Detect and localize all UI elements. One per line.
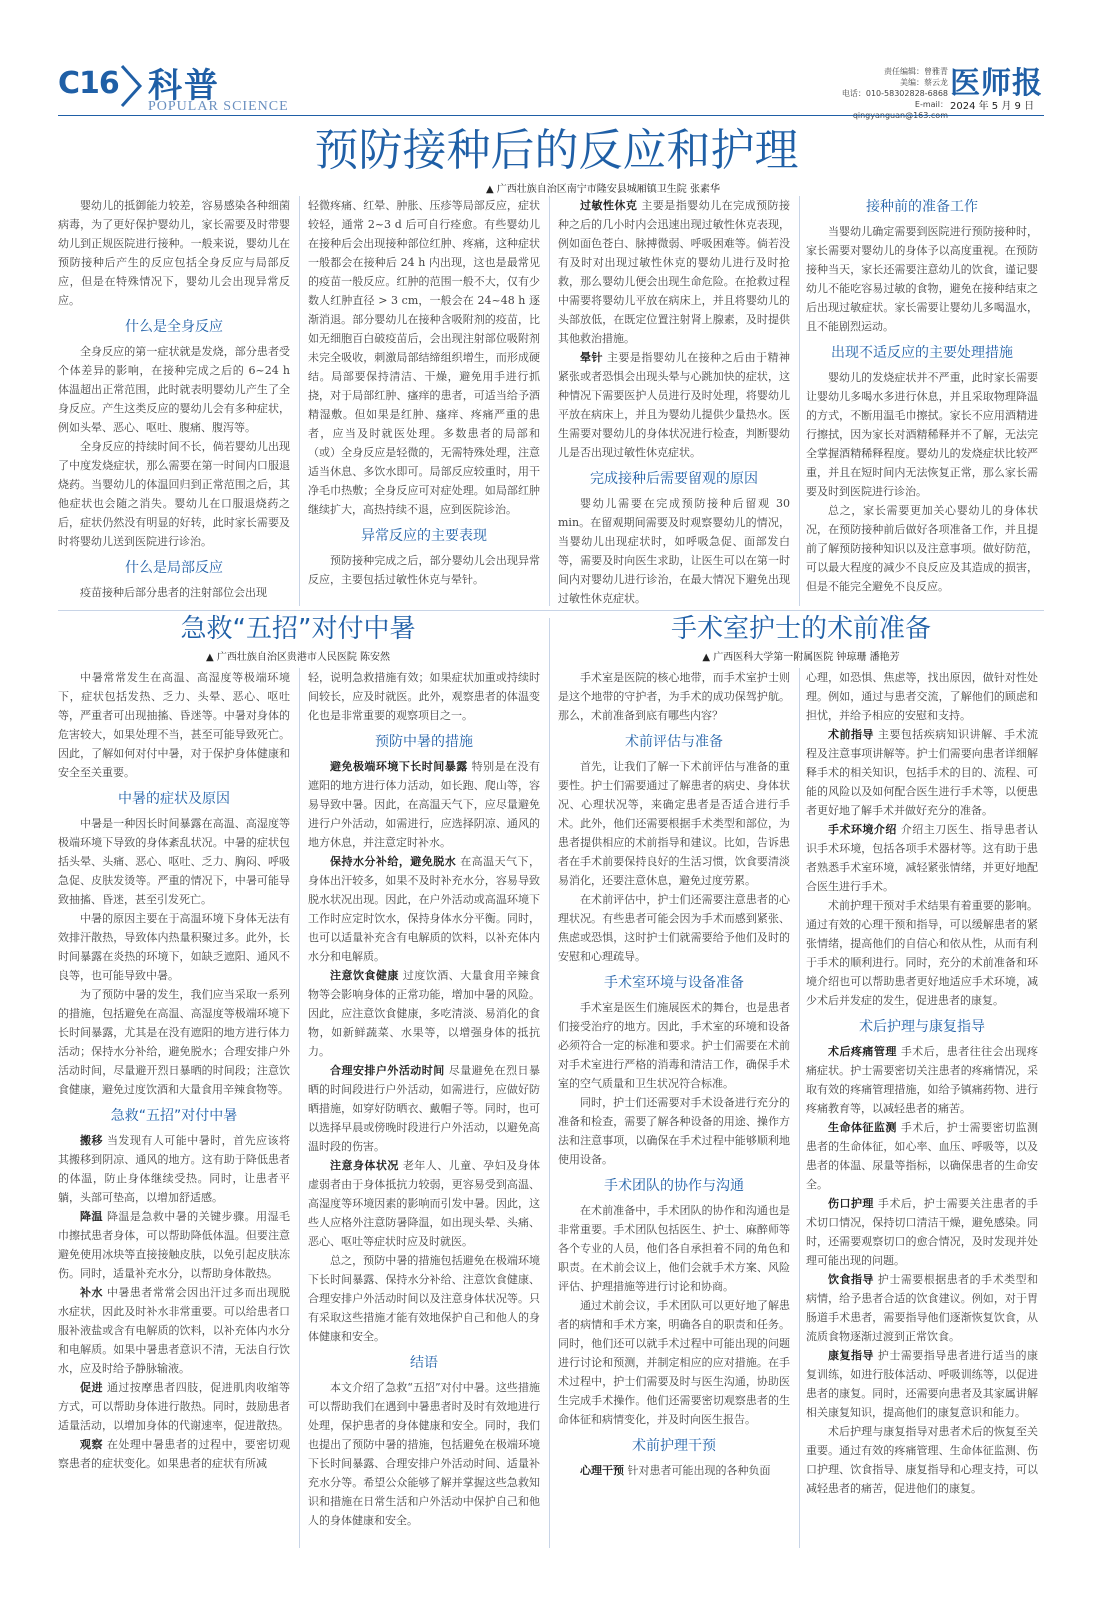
paragraph <box>58 1131 290 1207</box>
column-divider <box>799 196 800 606</box>
article-title: 预防接种后的反应和护理 <box>314 125 799 176</box>
paragraph <box>806 1118 1038 1194</box>
paragraph-text: 尽量避免在烈日暴晒的时间段进行户外活动，如需进行，应做好防晒措施，如穿好防晒衣、戴帽子等。同时，也可以选择早晨或傍晚时段进行户外活动，以避免高温时段的伤害。 <box>308 1064 541 1153</box>
paragraph: 首先，让我们了解一下术前评估与准备的重要性。护士们需要通过了解患者的病史、身体状况、心理状况等，来确定患者是否适合进行手术。此外，他们还需要根据手术类型和部位，为患者提供相应的术前指导和建议。比如，告诉患者在手术前要保持良好的生活习惯，饮食要清淡易消化，还要注意休息，避免过度劳累。 <box>558 760 790 887</box>
paragraph-text: 介绍主刀医生、指导患者认识手术环境，包括各项手术器材等。这有助于患者熟悉手术室环境，减轻紧张情绪，并更好地配合医生进行手术。 <box>806 823 1039 893</box>
paragraph <box>806 725 1038 820</box>
keyword: 保持水分补给，避免脱水 <box>330 855 457 868</box>
section-heading: 出现不适反应的主要处理措施 <box>831 345 1013 361</box>
column-divider <box>299 196 300 606</box>
keyword: 伤口护理 <box>828 1197 874 1210</box>
paragraph-text: 老年人、儿童、孕妇及身体虚弱者由于身体抵抗力较弱，更容易受到高温、高湿度等环境因素的影响而引发中暑。因此，这些人应格外注意防暑降温，如出现头晕、头痛、恶心、呕吐等症状时应及时就医。 <box>308 1159 541 1248</box>
keyword: 降温 <box>80 1210 103 1223</box>
paragraph: 疫苗接种后部分患者的注射部位会出现 <box>80 586 267 599</box>
paragraph-text: 在高温天气下，身体出汗较多，如果不及时补充水分，容易导致脱水状况出现。因此，在户外活动或高温环境下工作时应定时饮水，保持身体水分平衡。同时，也可以适量补充含有电解质的饮料，以补充体内水分和电解质。 <box>308 855 541 963</box>
paragraph <box>58 1283 290 1378</box>
article-byline: ▲ 广西壮族自治区南宁市隆安县城厢镇卫生院 张素华 <box>485 184 720 195</box>
keyword: 观察 <box>80 1438 103 1451</box>
section-heading: 手术团队的协作与沟通 <box>604 1178 744 1194</box>
paragraph <box>58 1378 290 1435</box>
keyword: 避免极端环境下长时间暴露 <box>330 760 468 773</box>
masthead-rule <box>58 115 1044 116</box>
paragraph: 婴幼儿的发烧症状并不严重，此时家长需要让婴幼儿多喝水多进行休息，并且采取物理降温的方式，不断用温毛巾擦拭。家长不应用酒精进行擦拭，因为家长对酒精稀释并不了解，无法完全掌握酒精稀释程度。婴幼儿的发烧症状比较严重，并且在短时间内无法恢复正常，那么家长需要及时到医院进行诊治。 <box>806 371 1038 498</box>
paragraph: 轻，说明急救措施有效；如果症状加重或持续时间较长，应及时就医。此外，观察患者的体温变化也是非常重要的观察项目之一。 <box>308 671 540 722</box>
paragraph-text: 主要是指婴幼儿在接种之后由于精神紧张或者恐惧会出现头晕与心跳加快的症状，这种情况下需要医护人员进行及时处理，将婴幼儿平放在病床上，并且为婴幼儿提供少量热水。医生需要对婴幼儿的身体状况进行检查，判断婴幼儿是否出现过敏性休克症状。 <box>558 351 791 459</box>
paragraph: 中暑的原因主要在于高温环境下身体无法有效排汗散热，导致体内热量积聚过多。此外，长时间暴露在炎热的环境下，如缺乏遮阳、通风不良等，也可能导致中暑。 <box>58 912 290 982</box>
keyword: 生命体征监测 <box>828 1121 897 1134</box>
paragraph-text: 中暑患者常常会因出汗过多而出现脱水症状，因此及时补水非常重要。可以给患者口服补液盐或含有电解质的饮料，以补充体内水分和电解质。如果中暑患者意识不清，无法自行饮水，应及时给予静脉输液。 <box>58 1286 291 1375</box>
paragraph <box>308 1156 540 1251</box>
keyword: 注意饮食健康 <box>330 969 399 982</box>
paragraph-text: 在处理中暑患者的过程中，要密切观察患者的症状变化。如果患者的症状有所减 <box>58 1438 291 1470</box>
section-heading: 异常反应的主要表现 <box>361 528 487 544</box>
column-divider <box>799 668 800 1548</box>
paragraph <box>806 1194 1038 1270</box>
column-divider <box>549 618 550 1548</box>
article-title: 急救“五招”对付中暑 <box>180 614 416 644</box>
paragraph <box>806 1042 1038 1118</box>
section-title: 科普 <box>148 66 220 106</box>
section-heading: 术前护理干预 <box>632 1438 716 1454</box>
paragraph: 术前护理干预对手术结果有着重要的影响。通过有效的心理干预和指导，可以缓解患者的紧张情绪，提高他们的自信心和依从性，从而有利于手术的顺利进行。同时，充分的术前准备和环境介绍也可以帮助患者更好地适应手术环境，减少术后并发症的发生，促进患者的康复。 <box>806 899 1038 1007</box>
paragraph: 婴幼儿需要在完成预防接种后留观 30 min。在留观期间需要及时观察婴幼儿的情况，当婴幼儿出现症状时，如呼吸急促、面部发白等，需要及时向医生求助，让医生可以在第一时间内对婴幼儿进行诊治，在最大情况下避免出现过敏性休克症状。 <box>558 497 790 605</box>
section-heading: 中暑的症状及原因 <box>118 791 230 807</box>
paragraph-text: 手术后，护士需要密切监测患者的生命体征，如心率、血压、呼吸等，以及患者的体温、尿量等指标，以确保患者的生命安全。 <box>806 1121 1039 1191</box>
paragraph-text: 护士需要根据患者的手术类型和病情，给予患者合适的饮食建议。例如，对于胃肠道手术患者，需要指导他们逐渐恢复饮食，从流质食物逐渐过渡到正常饮食。 <box>806 1273 1039 1343</box>
article-column <box>558 668 790 1480</box>
editor-name: 责任编辑：曾雅青 <box>884 67 948 76</box>
keyword: 搬移 <box>80 1134 103 1147</box>
paragraph <box>58 1435 290 1473</box>
keyword: 过敏性休克 <box>580 199 638 212</box>
paragraph: 总之，家长需要更加关心婴幼儿的身体状况，在预防接种前后做好各项准备工作，并且提前了解预防接种知识以及注意事项。做好防范，可以最大程度的减少不良反应及其造成的损害，但是不能完全避免不良反应。 <box>806 504 1038 593</box>
section-subtitle: POPULAR SCIENCE <box>148 99 289 114</box>
column-divider <box>299 668 300 1548</box>
paragraph: 通过术前会议，手术团队可以更好地了解患者的病情和手术方案，明确各自的职责和任务。同时，他们还可以就手术过程中可能出现的问题进行讨论和预测，并制定相应的应对措施。在手术过程中，护士们需要及时与医生沟通，协助医生完成手术操作。他们还需要密切观察患者的生命体征和病情变化，并及时向医生报告。 <box>558 1299 790 1426</box>
section-heading: 接种前的准备工作 <box>866 199 978 215</box>
paragraph: 心理，如恐惧、焦虑等，找出原因，做针对性处理。例如，通过与患者交流，了解他们的顾虑和担忧，并给予相应的安慰和支持。 <box>806 671 1038 722</box>
paragraph <box>308 966 540 1061</box>
keyword: 术前指导 <box>828 728 874 741</box>
keyword: 饮食指导 <box>828 1273 874 1286</box>
paragraph-text: 手术后，患者往往会出现疼痛症状。护士需要密切关注患者的疼痛情况，采取有效的疼痛管理措施，如给予镇痛药物、进行疼痛教育等，以减轻患者的痛苦。 <box>806 1045 1039 1115</box>
paragraph-text: 主要包括疾病知识讲解、手术流程及注意事项讲解等。护士们需要向患者详细解释手术的相关知识，包括手术的目的、流程、可能的风险以及如何配合医生进行手术等，以便患者更好地了解手术并做好充分的准备。 <box>806 728 1039 817</box>
keyword: 心理干预 <box>580 1464 624 1477</box>
page-number: C16 <box>58 66 119 101</box>
paragraph: 全身反应的持续时间不长，倘若婴幼儿出现了中度发烧症状，那么需要在第一时间内口服退烧药。当婴幼儿的体温回归到正常范围之后，其他症状也会随之消失。婴幼儿在口服退烧药之后，症状仍然没有明显的好转，此时家长需要及时将婴幼儿送到医院进行诊治。 <box>58 440 290 548</box>
article-title: 手术室护士的术前准备 <box>670 614 931 644</box>
paragraph: 预防接种完成之后，部分婴幼儿会出现异常反应，主要包括过敏性休克与晕针。 <box>308 554 540 586</box>
section-heading: 术前评估与准备 <box>625 734 723 750</box>
chevron-right-icon <box>118 64 144 108</box>
keyword: 晕针 <box>580 351 603 364</box>
paragraph-text: 主要是指婴幼儿在完成预防接种之后的几小时内会迅速出现过敏性休克表现，例如面色苍白、脉搏微弱、呼吸困难等。倘若没有及时对出现过敏性休克的婴幼儿进行及时抢救，那么婴幼儿便会出现生命危险。在抢救过程中需要将婴幼儿平放在病床上，并且将婴幼儿的头部放低，在既定位置注射肾上腺素，及时提供其他救治措施。 <box>558 199 791 345</box>
section-heading: 完成接种后需要留观的原因 <box>590 471 758 487</box>
editor-info <box>838 66 948 121</box>
paragraph: 中暑是一种因长时间暴露在高温、高湿度等极端环境下导致的身体紊乱状况。中暑的症状包括头晕、头痛、恶心、呕吐、乏力、胸闷、呼吸急促、皮肤发烫等。严重的情况下，中暑可能导致抽搐、昏迷，甚至引发死亡。 <box>58 817 290 906</box>
article-byline: ▲ 广西壮族自治区贵港市人民医院 陈安然 <box>205 652 391 663</box>
paragraph: 在术前准备中，手术团队的协作和沟通也是非常重要。手术团队包括医生、护士、麻醉师等各个专业的人员，他们各自承担着不同的角色和职责。在术前会议上，他们会就手术方案、风险评估、护理措施等进行讨论和协商。 <box>558 1204 790 1293</box>
keyword: 康复指导 <box>828 1349 874 1362</box>
paragraph: 总之，预防中暑的措施包括避免在极端环境下长时间暴露、保持水分补给、注意饮食健康、合理安排户外活动时间以及注意身体状况等。只有采取这些措施才能有效地保护自己和他人的身体健康和安全。 <box>308 1254 540 1343</box>
paragraph <box>308 852 540 966</box>
designer-name: 美编：蔡云龙 <box>900 78 948 87</box>
paragraph: 当婴幼儿确定需要到医院进行预防接种时，家长需要对婴幼儿的身体予以高度重视。在预防接种当天，家长还需要注意幼儿的饮食，谨记婴幼儿不能吃容易过敏的食物，避免在接种结束之后出现过敏症状。家长需要让婴幼儿多喝温水，且不能剧烈运动。 <box>806 225 1038 333</box>
paragraph <box>558 196 790 348</box>
keyword: 合理安排户外活动时间 <box>330 1064 445 1077</box>
column-divider <box>549 196 550 606</box>
section-heading: 预防中暑的措施 <box>375 734 473 750</box>
paragraph-text: 护士需要指导患者进行适当的康复训练，如进行肢体活动、呼吸训练等，以促进患者的康复。同时，还需要向患者及其家属讲解相关康复知识，提高他们的康复意识和能力。 <box>806 1349 1039 1419</box>
issue-date: 2024 年 5 月 9 日 <box>950 101 1035 112</box>
article-column <box>58 196 290 602</box>
paragraph-text: 降温是急救中暑的关键步骤。用湿毛巾擦拭患者身体，可以帮助降低体温。但要注意避免使用冰块等直接接触皮肤，以免引起皮肤冻伤。同时，适量补充水分，以帮助身体散热。 <box>58 1210 291 1280</box>
paragraph <box>806 1270 1038 1346</box>
paragraph-text: 通过按摩患者四肢，促进肌肉收缩等方式，可以帮助身体进行散热。同时，鼓励患者适量活动，以增加身体的代谢速率，促进散热。 <box>58 1381 291 1432</box>
section-heading: 结语 <box>410 1355 438 1371</box>
paragraph: 轻微疼痛、红晕、肿胀、压疹等局部反应，症状较轻，通常 2~3 d 后可自行痊愈。有些婴幼儿在接种后会出现接种部位红肿、疼痛，这种症状一般都会在接种后 24 h 内出现，这也是最常见的疫苗一般反应。红肿的范围一般不大，仅有少数人红肿直径 > 3 cm，一般会在 24~48 h 逐渐消退。部分婴幼儿在接种含吸附剂的疫苗，比如无细胞百白破疫苗后，会出现注射部位吸附剂未完全吸收，刺激局部结缔组织增生，而形成硬结。局部要保持清洁、干燥，避免用手进行抓挠，对于局部红肿、瘙痒的患者，可适当给予酒精湿敷。但如果是红肿、瘙痒、疼痛严重的患者，应当及时就医处理。多数患者的局部和（或）全身反应是轻微的，无需特殊处理，注意适当休息、多饮水即可。局部反应较重时，用干净毛巾热敷；全身反应可对症处理。如局部红肿继续扩大，高热持续不退，应到医院诊治。 <box>308 199 540 516</box>
keyword: 注意身体状况 <box>330 1159 399 1172</box>
article-column <box>806 668 1038 1498</box>
paragraph: 全身反应的第一症状就是发烧，部分患者受个体差异的影响，在接种完成之后的 6~24 h 体温超出正常范围，此时就表明婴幼儿产生了全身反应。产生这类反应的婴幼儿会有多种症状，例如头晕、恶心、呕吐、腹痛、腹泻等。 <box>58 345 290 434</box>
article-column <box>806 196 1038 596</box>
paragraph-text: 当发现有人可能中暑时，首先应该将其搬移到阴凉、通风的地方。这有助于降低患者的体温，防止身体继续受热。同时，让患者平躺，头部可垫高，以增加舒适感。 <box>58 1134 291 1204</box>
paragraph <box>806 820 1038 896</box>
keyword: 促进 <box>80 1381 103 1394</box>
paragraph-text: 手术后，护士需要关注患者的手术切口情况，保持切口清洁干燥，避免感染。同时，还需要观察切口的愈合情况，及时发现并处理可能出现的问题。 <box>806 1197 1039 1267</box>
section-heading: 急救“五招”对付中暑 <box>110 1108 238 1124</box>
paragraph <box>308 1061 540 1156</box>
paragraph: 本文介绍了急救“五招”对付中暑。这些措施可以帮助我们在遇到中暑患者时及时有效地进行处理，保护患者的身体健康和安全。同时，我们也提出了预防中暑的措施，包括避免在极端环境下长时间暴露、合理安排户外活动时间、适量补充水分等。希望公众能够了解并掌握这些急救知识和措施在日常生活和户外活动中保护自己和他人的身体健康和安全。 <box>308 1381 540 1527</box>
paragraph: 手术室是医院的核心地带，而手术室护士则是这个地带的守护者，为手术的成功保驾护航。那么，术前准备到底有哪些内容？ <box>558 671 790 722</box>
paragraph <box>558 348 790 462</box>
email: E-mail： <box>914 100 948 109</box>
newspaper-name: 医师报 <box>950 66 1043 101</box>
article-column <box>308 196 540 589</box>
section-heading: 什么是全身反应 <box>125 319 223 335</box>
paragraph-text: 针对患者可能出现的各种负面 <box>627 1464 771 1477</box>
section-heading: 术后护理与康复指导 <box>859 1019 985 1035</box>
paragraph-text: 过度饮酒、大量食用辛辣食物等会影响身体的正常功能，增加中暑的风险。因此，应注意饮食健康，多吃清淡、易消化的食物，如新鲜蔬菜、水果等，以增强身体的抵抗力。 <box>308 969 541 1058</box>
paragraph: 在术前评估中，护士们还需要注意患者的心理状况。有些患者可能会因为手术而感到紧张、焦虑或恐惧，这时护士们就需要给予他们及时的安慰和心理疏导。 <box>558 893 790 963</box>
paragraph-text: 特别是在没有遮阳的地方进行体力活动，如长跑、爬山等，容易导致中暑。因此，在高温天气下，应尽量避免进行户外活动，如需进行，应选择阴凉、通风的地方休息，并注意定时补水。 <box>308 760 541 849</box>
section-heading: 什么是局部反应 <box>125 560 223 576</box>
paragraph: 同时，护士们还需要对手术设备进行充分的准备和检查，需要了解各种设备的用途、操作方法和注意事项，以确保在手术过程中能够顺利地使用设备。 <box>558 1096 790 1166</box>
paragraph: 婴幼儿的抵御能力较差，容易感染各种细菌病毒，为了更好保护婴幼儿，家长需要及时带婴幼儿到正规医院进行接种。一般来说，婴幼儿在预防接种后产生的反应包括全身反应与局部反应，但是在特殊情况下，婴幼儿会出现异常反应。 <box>58 199 290 307</box>
paragraph: 手术室是医生们施展医术的舞台，也是患者们接受治疗的地方。因此，手术室的环境和设备必须符合一定的标准和要求。护士们需要在术前对手术室进行严格的消毒和清洁工作，确保手术室的空气质量和卫生状况符合标准。 <box>558 1001 790 1090</box>
paragraph <box>558 1461 790 1480</box>
article-column <box>558 196 790 608</box>
keyword: 术后疼痛管理 <box>828 1045 897 1058</box>
paragraph <box>58 1207 290 1283</box>
article-byline: ▲ 广西医科大学第一附属医院 钟琼珊 潘艳芳 <box>702 652 900 663</box>
article-column <box>308 668 540 1530</box>
paragraph <box>308 757 540 852</box>
section-heading: 手术室环境与设备准备 <box>604 975 744 991</box>
keyword: 补水 <box>80 1286 103 1299</box>
paragraph: 术后护理与康复指导对患者术后的恢复至关重要。通过有效的疼痛管理、生命体征监测、伤口护理、饮食指导、康复指导和心理支持，可以减轻患者的痛苦，促进他们的康复。 <box>806 1425 1038 1495</box>
keyword: 手术环境介绍 <box>828 823 897 836</box>
paragraph: 为了预防中暑的发生，我们应当采取一系列的措施，包括避免在高温、高湿度等极端环境下长时间暴露，尤其是在没有遮阳的地方进行体力活动；保持水分补给，避免脱水；合理安排户外活动时间，尽量避开烈日暴晒的时间段；注意饮食健康，避免过度饮酒和大量食用辛辣食物等。 <box>58 988 290 1096</box>
section-rule <box>58 610 1044 611</box>
paragraph <box>806 1346 1038 1422</box>
article-column <box>58 668 290 1473</box>
paragraph: 中暑常常发生在高温、高湿度等极端环境下，症状包括发热、乏力、头晕、恶心、呕吐等，严重者可出现抽搐、昏迷等。中暑对身体的危害较大，如果处理不当，甚至可能导致死亡。因此，了解如何对付中暑，对于保护身体健康和安全至关重要。 <box>58 671 290 779</box>
phone: 电话：010-58302828-6868 <box>841 89 948 98</box>
